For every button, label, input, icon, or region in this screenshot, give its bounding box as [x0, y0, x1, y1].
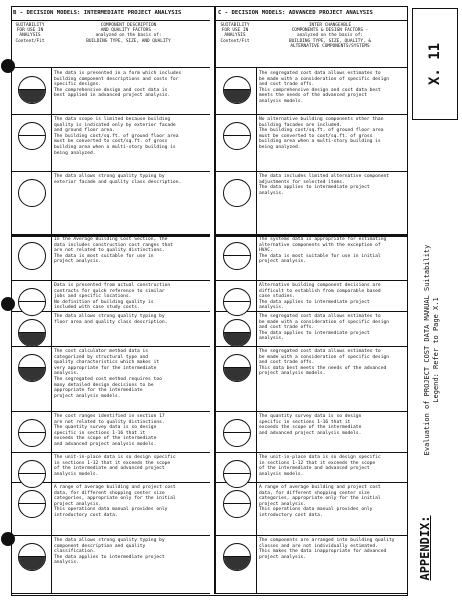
evaluation-text: No alternative building components other than building facades are included. The building cost/sq.ft. of ground floor area must be converted to cost/sq.ft. of gross building area when a multi-story building is being analyzed.	[259, 117, 384, 150]
evaluation-text: The data allows strong quality typing by floor area and quality class description.	[54, 314, 168, 325]
section-b-title: B - DECISION MODELS: INTERMEDIATE PROJECT ANALYSIS	[11, 6, 210, 21]
evaluation-text: Alternative building component decisions are difficult to establish from comparable based case studies. The data applies to intermediate project analysis.	[259, 283, 381, 311]
evaluation-text: The systems data is appropriate for estimating alternative components with the exception of HVAC. The data is most suitable for use in initial project analysis.	[259, 237, 387, 265]
evaluation-text: The unit-in-place data is so design specific in sections 1-12 that it exceeds the scope of the intermediate and advanced project analysis models.	[259, 455, 381, 477]
appendix-label: APPENDIX:	[418, 515, 432, 581]
evaluation-text: The data scope is limited because building quality is indicated only by exterior facade and ground floor area. The building cost/sq.ft. of ground floor area must be converted to cost/sq.ft. of gross building area when a multi-story building is being analyzed.	[54, 117, 179, 156]
page-number: X. 11	[427, 42, 443, 86]
table-frame	[11, 6, 408, 596]
component-description-heading: COMPONENT DESCRIPTION AND QUALITY FACTORS - analyzed on the basis of: BUILDING TYPE, SIZE, AND QUALITY	[86, 23, 171, 44]
evaluation-text: In the Average Building Cost Section, the data includes construction cost ranges that are not related to quality distinctions. The data is most suitable for use in project analysis.	[54, 237, 173, 265]
page-number-box	[412, 8, 458, 120]
evaluation-text: The segregated cost data allows estimates to be made with a consideration of specific design and cost trade offs. The data applies to intermediate project analysis.	[259, 314, 389, 342]
section-c-title: C - DECISION MODELS: ADVANCED PROJECT ANALYSIS	[216, 6, 408, 21]
evaluation-text: The components are arranged into building quality classes and are not individually estimated. This makes the data inappropriate for advanced project analysis.	[259, 538, 395, 560]
evaluation-text: The data includes limited alternative component adjustments for selected items. The data applies to intermediate project analysis.	[259, 174, 389, 196]
evaluation-text: A range of average building and project cost data, for different shopping center size categories, appropriate only for the initial project analysis. This operations data manual provides only introductory cost data.	[259, 485, 381, 518]
evaluation-text: The quantity survey data is so design specific in sections 1-16 that it exceeds the scope of the intermediate and advanced project analysis models.	[259, 414, 362, 436]
evaluation-text: The segregated cost data allows estimates to be made with a consideration of specific design and cost trade offs. This comprehensive design and cost data best meets the needs of the advanced project analysis models.	[259, 71, 389, 104]
evaluation-text: The segregated cost data allows estimates to be made with a consideration of specific design and cost trade offs. This data best meets the needs of the advanced project analysis models.	[259, 349, 389, 377]
evaluation-text: The cost calculator method data is categorized by structural type and quality characteristics which makes it very appropriate for the intermediate analysis. The segregated cost method requires too many detailed design decisions to be appropriate for the intermediate project analysis models.	[54, 349, 162, 399]
suitability-heading: SUITABILITY FOR USE IN ANALYSIS Content/Fit	[220, 23, 250, 44]
legend-text: Evaluation of PROJECT COST DATA MANUAL Suitability Legend: Refer to Page X.1	[423, 244, 440, 456]
suitability-heading: SUITABILITY FOR USE IN ANALYSIS Content/Fit	[15, 23, 45, 44]
component-description-heading: INTER CHANGEABLE COMPONENTS & DESIGN FACTORS - analyzed on the basis of: BUILDING TYPE, SIZE, QUALITY, & ALTERNATIVE COMPONENTS/SYSTEMS	[289, 23, 371, 49]
evaluation-text: Data is presented from actual construction contracts for quick reference to similar jobs and specific locations. No definition of building quality is included with case study costs.	[54, 283, 171, 311]
evaluation-text: The data allows strong quality typing by exterior facade and quality class description.	[54, 174, 182, 185]
evaluation-text: The unit-in-place data is so design specific in sections 1-12 that it exceeds the scope of the intermediate and advanced project analysis models.	[54, 455, 176, 477]
evaluation-text: The data allows strong quality typing by component description and quality classification. The data applies to intermediate project analysis.	[54, 538, 165, 566]
evaluation-text: The data is presented in a form which includes building component descriptions and costs for specific designs. The comprehensive design and cost data is best applied in advanced project analysis.	[54, 71, 182, 99]
evaluation-text: The cost ranges identified in section 17 are not related to quality distinctions. The quantity survey data is so design specific in sections 1-16 that it exceeds the scope of the intermediate and advanced project analysis models.	[54, 414, 165, 447]
evaluation-text: A range of average building and project cost data, for different shopping center size categories, appropriate only for the initial project analysis. This operations data manual provides only introductory cost data.	[54, 485, 176, 518]
